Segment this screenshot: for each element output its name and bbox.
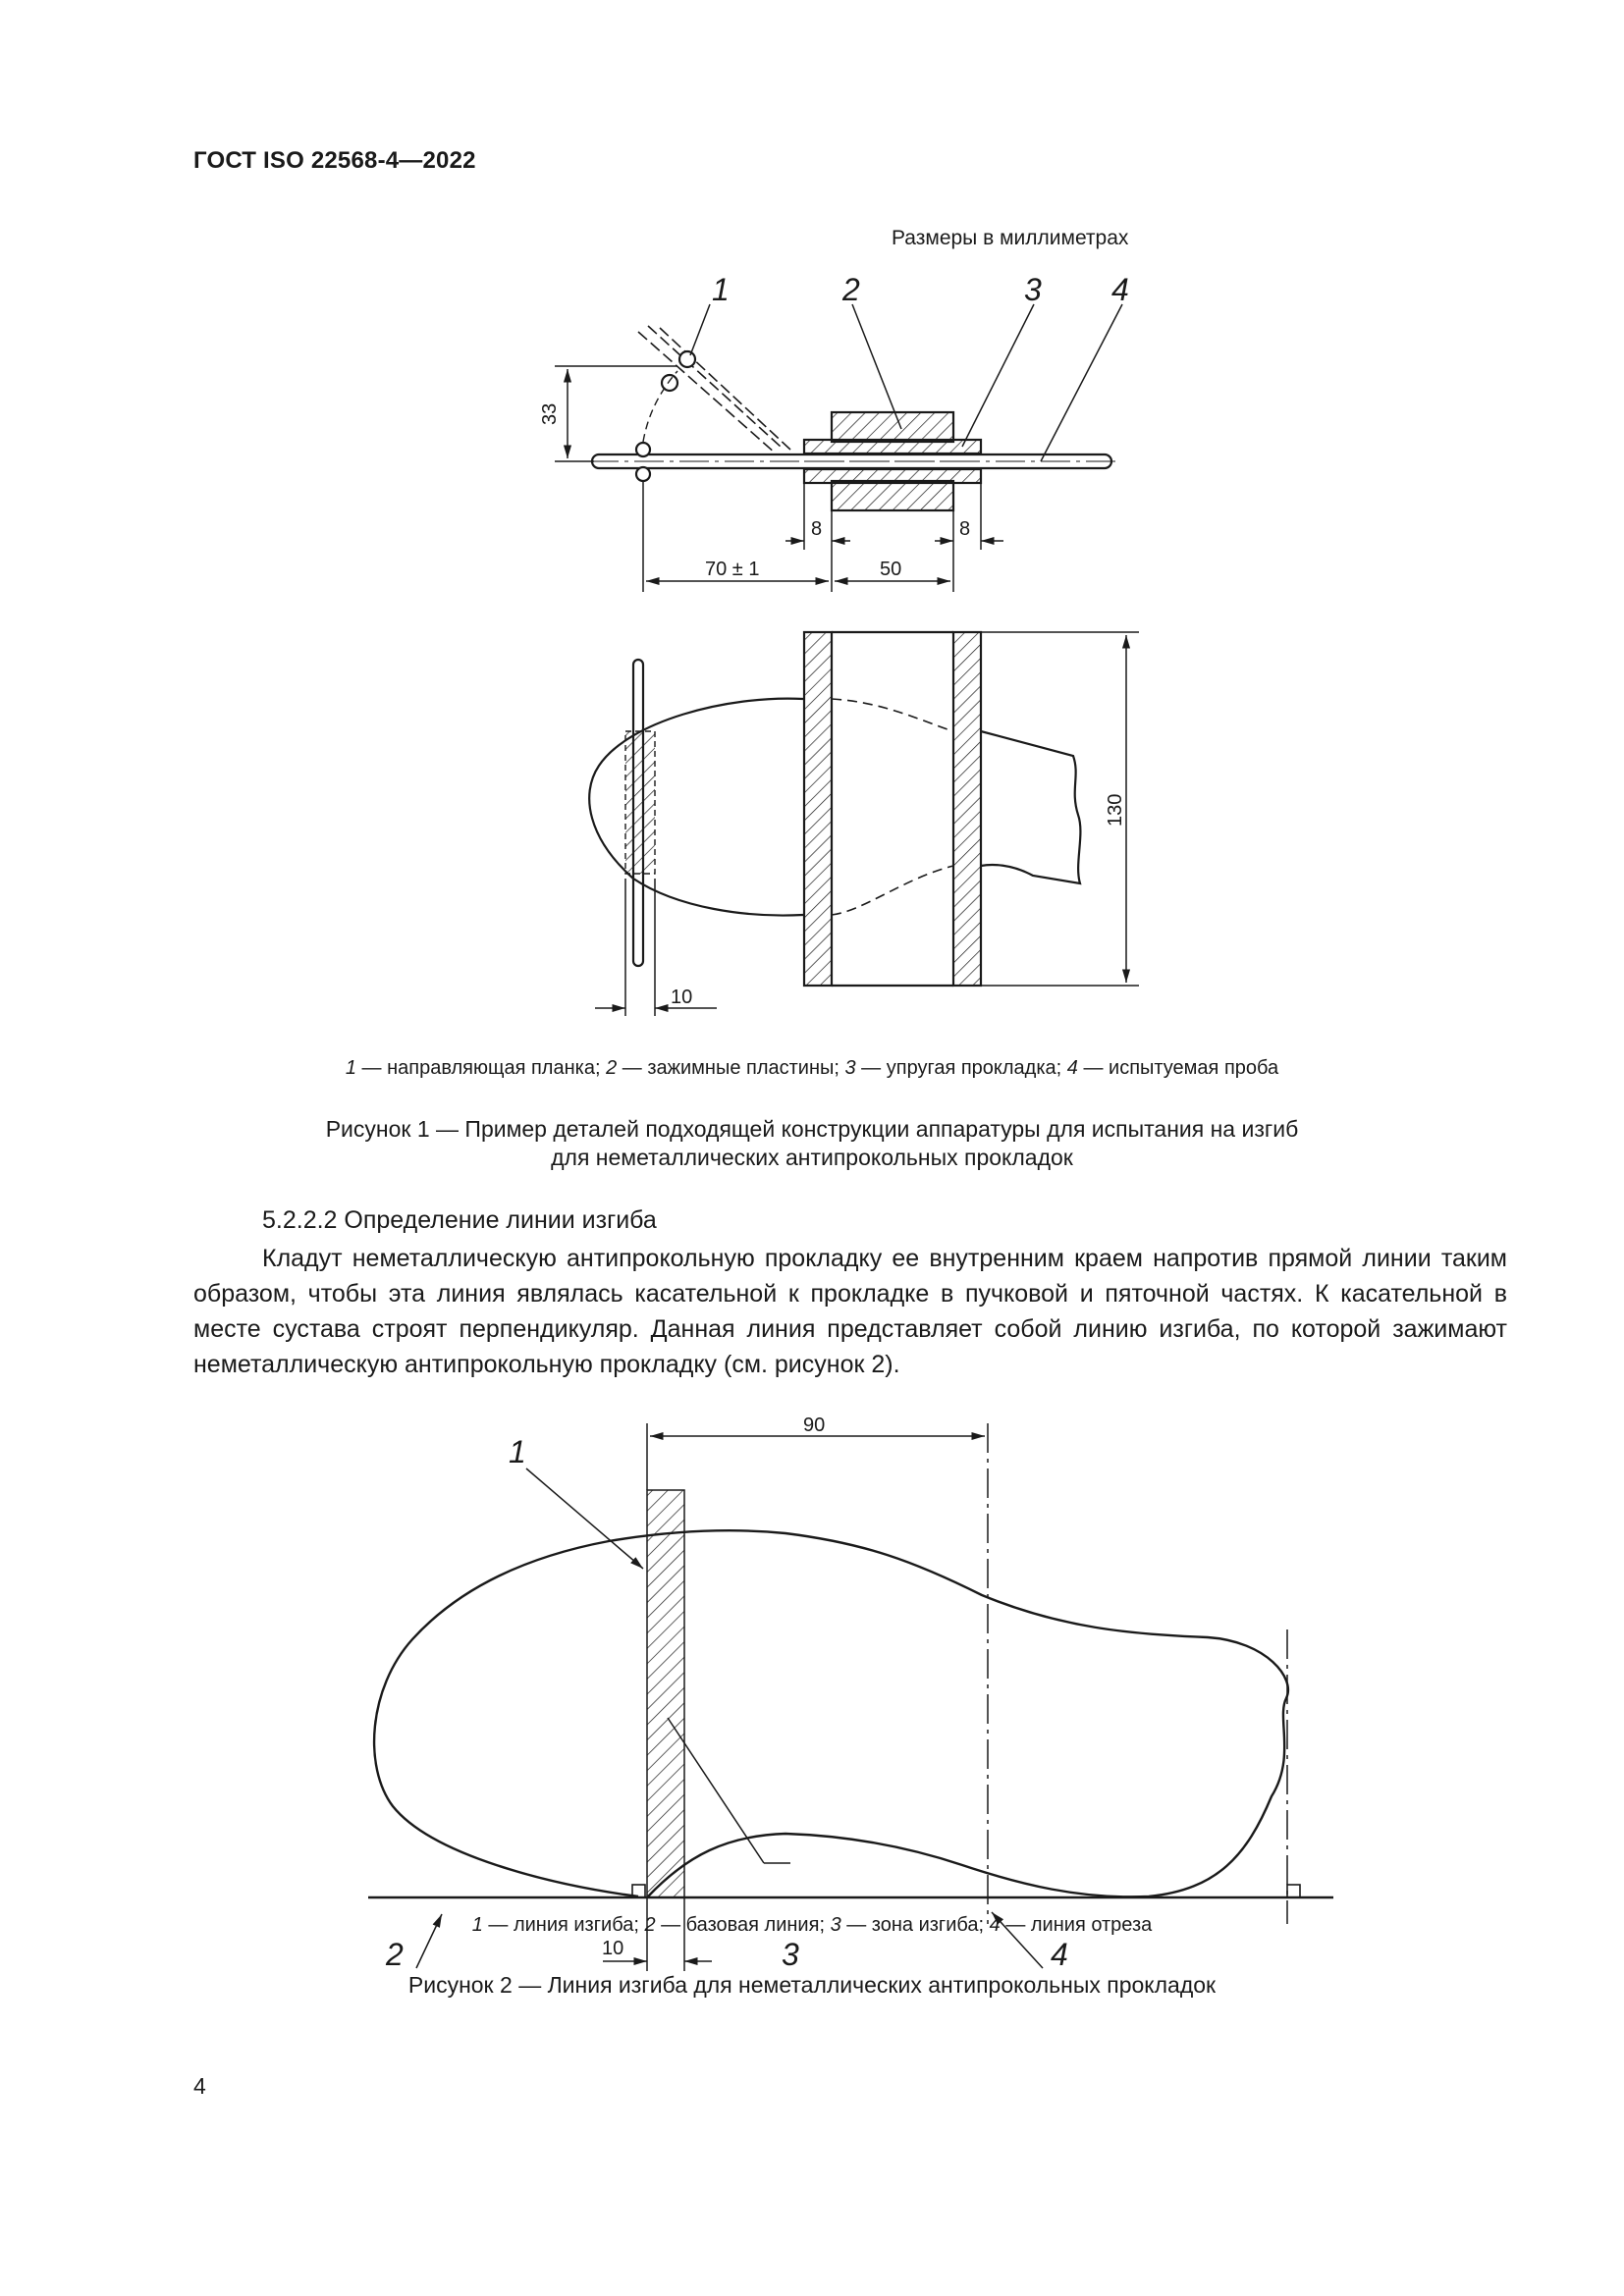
- fig2-callout-3: 3: [782, 1937, 799, 1972]
- clamp-right-plan: [953, 632, 981, 986]
- figure1-legend: [0, 1057, 1624, 1080]
- fig1-top-view: [589, 326, 1119, 510]
- fig1-plan-view: [589, 632, 1080, 986]
- fig2-dim-90: 90: [803, 1415, 826, 1436]
- fig1-callout-4: 4: [1111, 272, 1129, 307]
- section-body: [193, 1241, 1507, 1382]
- legend2-num-1: 1: [471, 1914, 483, 1936]
- figure1-drawing: [0, 0, 1624, 1080]
- fig2-callout-4: 4: [1051, 1937, 1068, 1972]
- clamp-plate-top: [832, 412, 953, 442]
- fig1-dim-10: 10: [671, 987, 693, 1008]
- fig1-dim-8-right: 8: [959, 518, 971, 540]
- fig1-dim-50: 50: [880, 559, 902, 580]
- fig1-dim-70: 70 ± 1: [705, 559, 760, 580]
- legend1-text-1: — направляющая планка;: [355, 1057, 607, 1079]
- fig1-plan-dimension-lines: [595, 632, 1139, 1016]
- fig2-callout-leaders: [416, 1468, 1043, 1968]
- units-note: Размеры в миллиметрах: [892, 227, 1129, 249]
- figure1-caption-line2: для неметаллических антипрокольных прокладок: [551, 1145, 1073, 1170]
- section-paragraph: Кладут неметаллическую антипрокольную прокладку ее внутренним краем напротив прямой линии таким образом, чтобы эта линия являлась касательной к прокладке в пучковой и пяточной частях. К касательной в месте сустава строят перпендикуляр. Данная линия представляет собой линию изгиба, по которой зажимают неметаллическую антипрокольную прокладку (см. рисунок 2).: [193, 1245, 1507, 1378]
- figure2-legend: [0, 1914, 1624, 1937]
- fig1-callout-3: 3: [1024, 272, 1042, 307]
- fig1-dim-8-left: 8: [811, 518, 823, 540]
- clamp-left-plan: [804, 632, 832, 986]
- page-number: 4: [193, 2073, 206, 2099]
- section-heading: 5.2.2.2 Определение линии изгиба: [262, 1206, 657, 1234]
- legend2-num-2: 2: [644, 1914, 656, 1936]
- figure2-caption: Рисунок 2 — Линия изгиба для неметаллических антипрокольных прокладок: [407, 1972, 1217, 1998]
- legend2-num-3: 3: [830, 1914, 841, 1936]
- fig1-callout-2: 2: [842, 272, 860, 307]
- fig1-dim-130: 130: [1105, 793, 1126, 827]
- figure1-caption-line1: Рисунок 1 — Пример деталей подходящей конструкции аппаратуры для испытания на изгиб: [325, 1116, 1299, 1142]
- legend1-num-1: 1: [345, 1057, 356, 1079]
- fig2-dim-10: 10: [602, 1938, 624, 1959]
- clamp-plate-bottom: [832, 481, 953, 510]
- legend2-num-4: 4: [989, 1914, 1001, 1936]
- legend1-text-3: — упругая прокладка;: [855, 1057, 1067, 1079]
- fig2-sole: [368, 1490, 1333, 1897]
- fig1-dim-33: 33: [539, 402, 561, 425]
- legend2-text-4: — линия отреза: [1000, 1914, 1153, 1936]
- fig1-callout-1: 1: [712, 272, 730, 307]
- elastic-pad-top: [804, 440, 981, 454]
- fig2-callout-1: 1: [509, 1434, 526, 1469]
- fig2-callout-2: 2: [386, 1937, 404, 1972]
- legend1-text-4: — испытуемая проба: [1077, 1057, 1279, 1079]
- figure1-caption: [0, 1115, 1624, 1172]
- legend2-text-1: — линия изгиба;: [482, 1914, 645, 1936]
- document-header: ГОСТ ISO 22568-4—2022: [193, 147, 476, 174]
- legend1-num-4: 4: [1066, 1057, 1078, 1079]
- elastic-pad-bottom: [804, 469, 981, 483]
- legend1-text-2: — зажимные пластины;: [617, 1057, 845, 1079]
- legend1-num-2: 2: [606, 1057, 618, 1079]
- legend2-text-2: — базовая линия;: [655, 1914, 831, 1936]
- bending-zone: [647, 1490, 684, 1897]
- legend1-num-3: 3: [844, 1057, 856, 1079]
- legend2-text-3: — зона изгиба;: [840, 1914, 990, 1936]
